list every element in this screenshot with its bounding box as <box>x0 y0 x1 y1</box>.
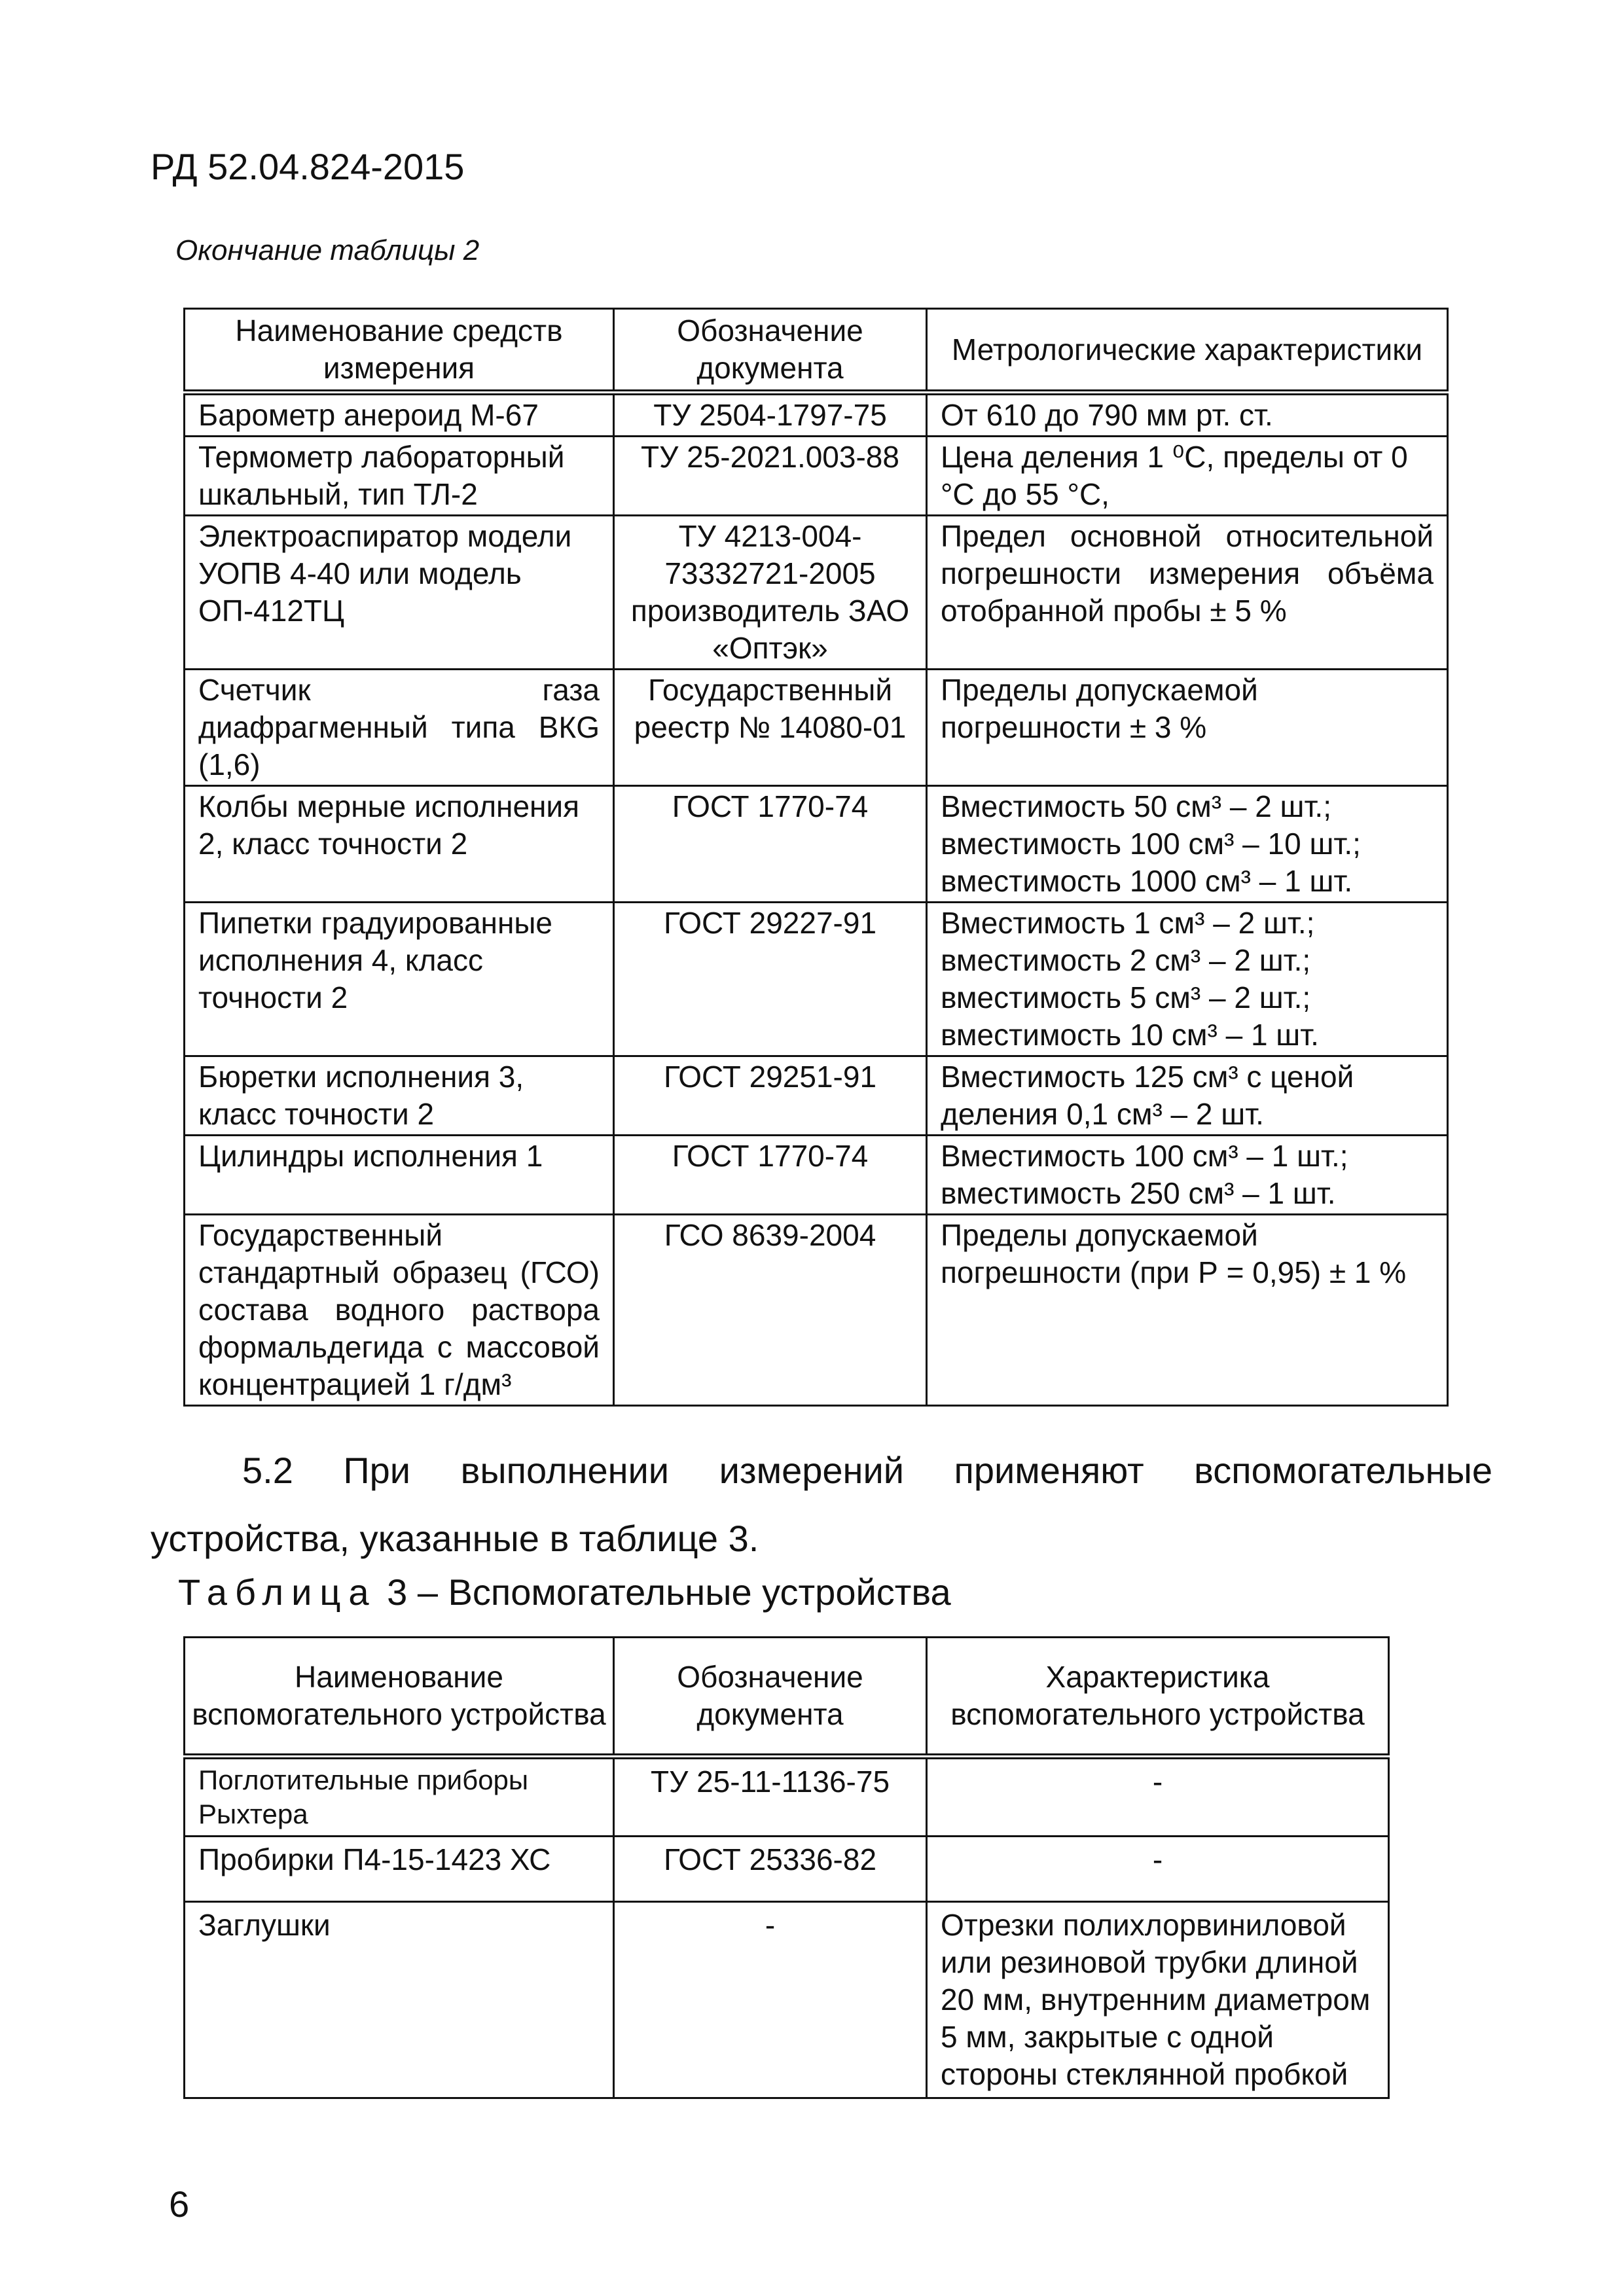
column-header: Характеристика вспомогательного устройства <box>927 1638 1389 1757</box>
device-characteristics: - <box>927 1837 1389 1902</box>
instrument-name: Электроаспиратор модели УОПВ 4-40 или модель ОП-412ТЦ <box>185 516 614 670</box>
column-header: Обозначение документа <box>614 1638 927 1757</box>
device-characteristics: Отрезки полихлорвиниловой или резиновой трубки длиной 20 мм, внутренним диаметром 5 мм, закрытые с одной стороны стеклянной пробкой <box>927 1902 1389 2098</box>
table-3-caption <box>178 1571 951 1613</box>
table-label: Таблица <box>178 1571 377 1613</box>
column-header: Обозначение документа <box>614 309 927 393</box>
paragraph-5-2: 5.2 При выполнении измерений применяют вспомогательные устройства, указанные в таблице 3. <box>151 1450 1492 1559</box>
page-number: 6 <box>169 2183 190 2225</box>
column-header: Метрологические характеристики <box>927 309 1448 393</box>
table-header-row <box>185 1638 1389 1757</box>
column-header: Наименование вспомогательного устройства <box>185 1638 614 1757</box>
metrological-characteristics: Цена деления 1 ⁰С, пределы от 0 °С до 55 °С, <box>927 437 1448 516</box>
metrological-characteristics: Пределы допускаемой погрешности ± 3 % <box>927 670 1448 786</box>
instrument-name: Пипетки градуированные исполнения 4, класс точности 2 <box>185 903 614 1056</box>
table-row <box>185 1215 1448 1406</box>
document-designation: ГОСТ 1770-74 <box>614 1136 927 1215</box>
table-row <box>185 393 1448 437</box>
metrological-characteristics: От 610 до 790 мм рт. ст. <box>927 393 1448 437</box>
table-row <box>185 516 1448 670</box>
metrological-characteristics: Предел основной относительной погрешности измерения объёма отобранной пробы ± 5 % <box>927 516 1448 670</box>
document-designation: ГОСТ 25336-82 <box>614 1837 927 1902</box>
table-header-row <box>185 309 1448 393</box>
document-designation: ТУ 25-2021.003-88 <box>614 437 927 516</box>
table-row <box>185 1837 1389 1902</box>
table-row <box>185 903 1448 1056</box>
device-name: Заглушки <box>185 1902 614 2098</box>
device-name: Пробирки П4-15-1423 ХС <box>185 1837 614 1902</box>
document-designation: ТУ 4213-004-73332721-2005 производитель ЗАО «Оптэк» <box>614 516 927 670</box>
table-row <box>185 786 1448 903</box>
table-row <box>185 1902 1389 2098</box>
document-designation: ГОСТ 29227-91 <box>614 903 927 1056</box>
measuring-instruments-table <box>183 308 1449 1407</box>
document-designation: ГСО 8639-2004 <box>614 1215 927 1406</box>
table-row <box>185 1056 1448 1136</box>
document-code: РД 52.04.824-2015 <box>151 146 465 187</box>
device-name: Поглотительные приборы Рыхтера <box>185 1757 614 1837</box>
metrological-characteristics: Вместимость 50 см³ – 2 шт.; вместимость 100 см³ – 10 шт.; вместимость 1000 см³ – 1 шт. <box>927 786 1448 903</box>
instrument-name: Счетчик газа диафрагменный типа ВКG (1,6) <box>185 670 614 786</box>
metrological-characteristics: Пределы допускаемой погрешности (при Р = 0,95) ± 1 % <box>927 1215 1448 1406</box>
document-designation: ТУ 25-11-1136-75 <box>614 1757 927 1837</box>
metrological-characteristics: Вместимость 1 см³ – 2 шт.; вместимость 2 см³ – 2 шт.; вместимость 5 см³ – 2 шт.; вместимость 10 см³ – 1 шт. <box>927 903 1448 1056</box>
document-designation: ГОСТ 29251-91 <box>614 1056 927 1136</box>
document-designation: ГОСТ 1770-74 <box>614 786 927 903</box>
device-characteristics: - <box>927 1757 1389 1837</box>
table-title: 3 – Вспомогательные устройства <box>387 1571 951 1613</box>
instrument-name: Колбы мерные исполнения 2, класс точности 2 <box>185 786 614 903</box>
instrument-name: Государственный стандартный образец (ГСО) состава водного раствора формальдегида с массовой концентрацией 1 г/дм³ <box>185 1215 614 1406</box>
instrument-name: Термометр лабораторный шкальный, тип ТЛ-2 <box>185 437 614 516</box>
document-designation: ТУ 2504-1797-75 <box>614 393 927 437</box>
table-row <box>185 437 1448 516</box>
instrument-name: Бюретки исполнения 3, класс точности 2 <box>185 1056 614 1136</box>
table-row <box>185 1136 1448 1215</box>
auxiliary-devices-table <box>183 1636 1390 2099</box>
metrological-characteristics: Вместимость 125 см³ с ценой деления 0,1 см³ – 2 шт. <box>927 1056 1448 1136</box>
metrological-characteristics: Вместимость 100 см³ – 1 шт.; вместимость 250 см³ – 1 шт. <box>927 1136 1448 1215</box>
instrument-name: Барометр анероид М-67 <box>185 393 614 437</box>
column-header: Наименование средств измерения <box>185 309 614 393</box>
document-designation: Государственный реестр № 14080-01 <box>614 670 927 786</box>
instrument-name: Цилиндры исполнения 1 <box>185 1136 614 1215</box>
table-row <box>185 1757 1389 1837</box>
document-designation: - <box>614 1902 927 2098</box>
table-caption-continuation: Окончание таблицы 2 <box>175 234 480 266</box>
table-row <box>185 670 1448 786</box>
